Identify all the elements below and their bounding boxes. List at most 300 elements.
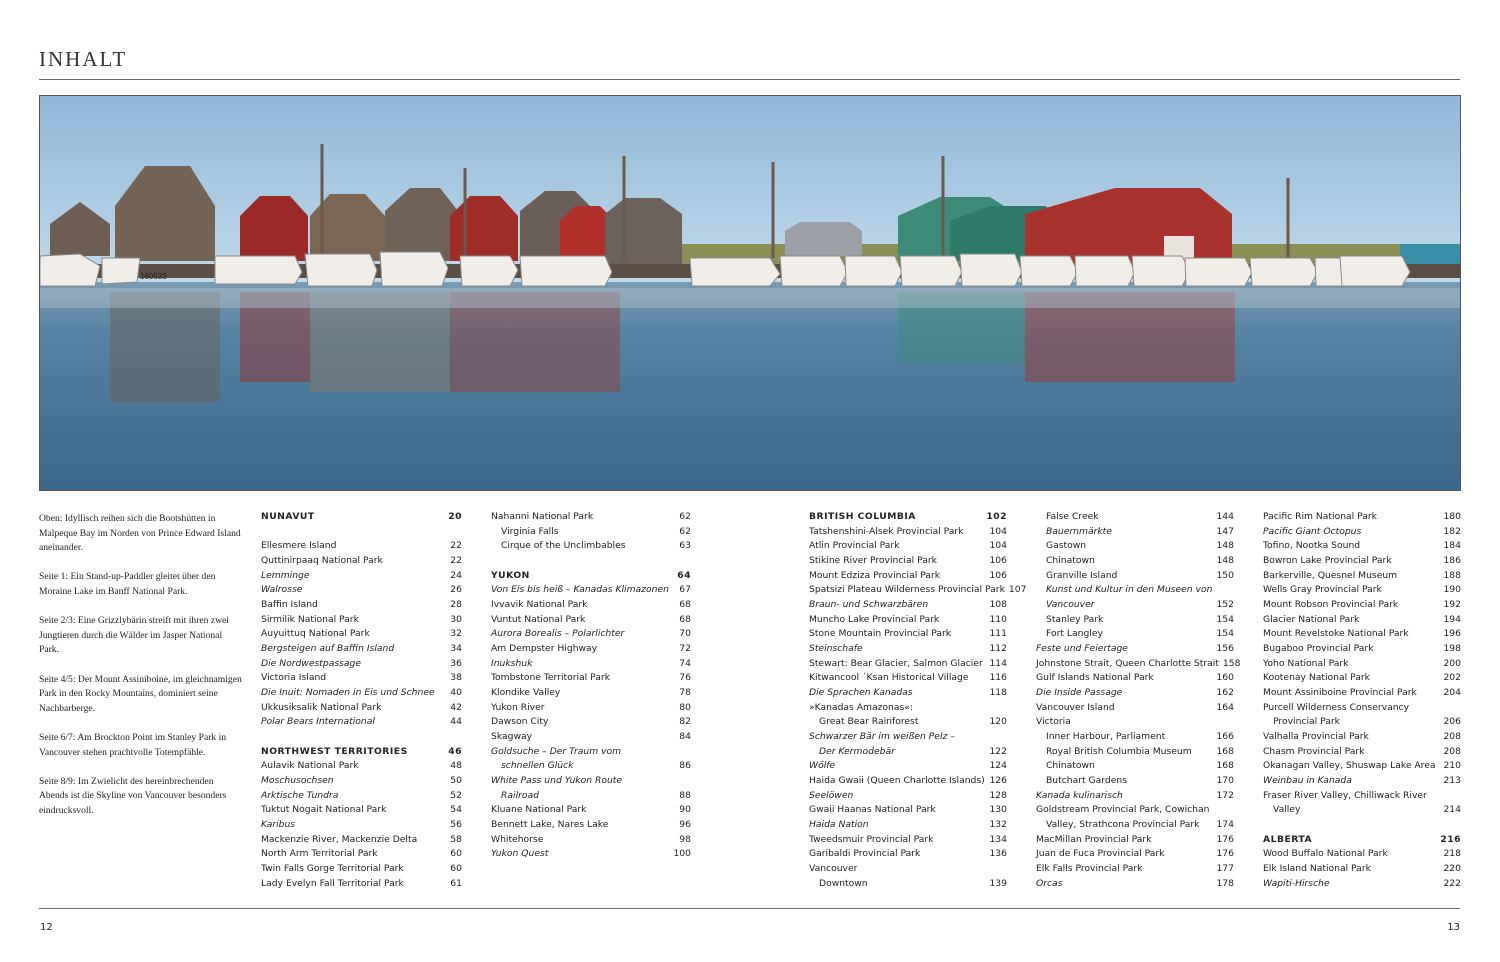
toc-entry-page: 176	[1216, 833, 1234, 845]
toc-entry	[809, 583, 1027, 598]
toc-entry-title: Pacific Rim National Park	[1263, 511, 1377, 522]
toc-entry	[261, 803, 462, 818]
caption-line: Seite 8/9: Im Zwielicht des hereinbrechenden Abends ist die Skyline von Vancouver besonders eindrucksvoll.	[39, 775, 227, 816]
toc-entry-page: 67	[679, 584, 691, 596]
toc-entry-title: North Arm Territorial Park	[261, 848, 378, 860]
toc-entry-page: 62	[679, 511, 691, 522]
toc-entry-title: Polar Bears International	[261, 716, 375, 728]
toc-entry-title: Purcell Wilderness Conservancy	[1263, 701, 1410, 713]
toc-entry-title: Mackenzie River, Mackenzie Delta	[261, 833, 418, 845]
toc-entry-page: 22	[450, 555, 462, 566]
toc-entry	[1263, 598, 1461, 613]
toc-entry-page: 61	[450, 877, 462, 889]
toc-entry-page: 24	[450, 569, 462, 581]
toc-entry-title: Die Inuit: Nomaden in Eis und Schnee	[261, 687, 435, 699]
toc-entry-title: Klondike Valley	[491, 687, 561, 699]
toc-entry-page: 82	[679, 716, 691, 728]
toc-entry-title: Die Inside Passage	[1036, 687, 1123, 699]
toc-entry-title: Weinbau in Kanada	[1263, 775, 1352, 787]
toc-entry-page: 96	[679, 819, 691, 831]
toc-entry-page: 180	[1443, 511, 1461, 522]
toc-entry	[261, 774, 462, 789]
toc-entry-title: Vuntut National Park	[491, 613, 586, 625]
toc-entry-title: Bowron Lake Provincial Park	[1263, 555, 1392, 567]
toc-entry	[1263, 539, 1461, 554]
toc-entry-page: 36	[450, 657, 462, 669]
toc-spacer	[261, 525, 462, 540]
toc-entry-page: 44	[450, 716, 462, 728]
toc-entry-page: 186	[1443, 555, 1461, 567]
toc-entry	[261, 671, 462, 686]
toc-entry-title: Inukshuk	[491, 657, 533, 669]
toc-entry-page: 148	[1216, 540, 1234, 552]
toc-entry-title: Ellesmere Island	[261, 540, 337, 552]
toc-entry	[491, 833, 691, 848]
toc-entry-title: Haida Nation	[809, 819, 869, 831]
toc-entry	[1263, 627, 1461, 642]
toc-entry-page: 196	[1443, 628, 1461, 640]
toc-entry-page: 124	[989, 760, 1007, 772]
toc-entry-page: 78	[679, 687, 691, 699]
toc-column-5	[1263, 510, 1461, 891]
toc-entry	[809, 862, 1007, 877]
toc-entry	[1036, 657, 1241, 672]
toc-spacer	[261, 730, 462, 745]
toc-entry	[261, 833, 462, 848]
toc-entry	[491, 730, 691, 745]
toc-entry-title: Karibus	[261, 819, 296, 831]
toc-entry	[491, 627, 691, 642]
toc-entry-title: Haida Gwaii (Queen Charlotte Islands)	[809, 775, 985, 787]
toc-entry-title: Downtown	[819, 877, 868, 889]
toc-entry-title: Mount Revelstoke National Park	[1263, 628, 1409, 640]
toc-entry-title: Schwarzer Bär im weißen Pelz –	[809, 731, 955, 743]
toc-entry-title: Mount Assiniboine Provincial Park	[1263, 687, 1417, 699]
toc-entry-title: Walrosse	[261, 584, 303, 596]
toc-entry-page: 194	[1443, 613, 1461, 625]
harbour-illustration	[40, 96, 1460, 490]
toc-entry	[809, 613, 1007, 628]
toc-entry-title: Dawson City	[491, 716, 549, 728]
toc-entry-title: Yukon River	[491, 701, 545, 713]
toc-entry-title: Tweedsmuir Provincial Park	[809, 833, 934, 845]
toc-entry-page: 128	[989, 789, 1007, 801]
toc-entry-page: 62	[679, 525, 691, 537]
toc-entry-title: Feste und Feiertage	[1036, 643, 1128, 655]
toc-entry-page: 177	[1216, 863, 1234, 875]
toc-entry	[809, 539, 1007, 554]
toc-section-heading	[809, 510, 1007, 525]
toc-entry-page: 122	[989, 745, 1007, 757]
toc-entry-page: 222	[1443, 877, 1461, 889]
toc-entry-title: Kitwancool ´Ksan Historical Village	[809, 672, 969, 684]
toc-entry-page: 190	[1443, 584, 1461, 596]
toc-spacer	[1263, 818, 1461, 833]
toc-entry-page: 130	[989, 804, 1007, 816]
toc-entry	[491, 803, 691, 818]
toc-entry-title: Tombstone Territorial Park	[491, 672, 611, 684]
toc-entry-title: Kluane National Park	[491, 804, 587, 816]
toc-entry	[261, 583, 462, 598]
toc-entry-title: ALBERTA	[1263, 833, 1313, 845]
toc-entry	[1036, 510, 1234, 525]
toc-entry-title: Virginia Falls	[501, 525, 559, 537]
toc-entry-title: Lemminge	[261, 569, 310, 581]
toc-entry	[261, 627, 462, 642]
toc-entry	[1263, 525, 1461, 540]
toc-entry-title: YUKON	[491, 569, 530, 581]
toc-entry-page: 76	[679, 672, 691, 684]
toc-entry-title: Ukkusiksalik National Park	[261, 701, 382, 713]
toc-entry-title: Bergsteigen auf Baffin Island	[261, 643, 395, 655]
toc-entry-page: 68	[679, 613, 691, 625]
toc-entry	[1263, 789, 1461, 804]
toc-entry-title: Stewart: Bear Glacier, Salmon Glacier	[809, 657, 983, 669]
toc-entry-page: 20	[448, 511, 462, 522]
toc-entry	[261, 701, 462, 716]
toc-entry-page: 166	[1216, 731, 1234, 743]
toc-section-heading	[1263, 833, 1461, 848]
toc-entry-title: Vancouver Island	[1036, 701, 1115, 713]
toc-entry-title: Aulavik National Park	[261, 760, 359, 772]
toc-entry	[1036, 671, 1234, 686]
toc-entry-page: 88	[679, 789, 691, 801]
toc-entry-page: 202	[1443, 672, 1461, 684]
toc-entry	[491, 818, 691, 833]
toc-entry-page: 84	[679, 731, 691, 743]
toc-entry-title: Spatsizi Plateau Wilderness Provincial Park	[809, 584, 1005, 596]
toc-entry	[1036, 539, 1234, 554]
toc-entry-title: Tatshenshini-Alsek Provincial Park	[809, 525, 964, 537]
toc-entry	[261, 569, 462, 584]
boat-number: 160533	[140, 272, 167, 281]
toc-entry-title: schnellen Glück	[501, 760, 574, 772]
toc-entry-title: Seelöwen	[809, 789, 854, 801]
toc-entry-title: Okanagan Valley, Shuswap Lake Area	[1263, 760, 1436, 772]
toc-entry	[491, 539, 691, 554]
toc-entry-page: 176	[1216, 848, 1234, 860]
toc-entry-page: 178	[1216, 877, 1234, 889]
toc-entry-page	[1003, 701, 1007, 716]
toc-entry	[1036, 862, 1234, 877]
toc-entry-page: 156	[1216, 643, 1234, 655]
toc-entry	[1036, 613, 1234, 628]
toc-entry-page: 154	[1216, 613, 1234, 625]
toc-entry-page: 40	[450, 687, 462, 699]
toc-entry-title: Yoho National Park	[1263, 657, 1349, 669]
toc-entry-title: Valhalla Provincial Park	[1263, 731, 1369, 743]
toc-entry	[491, 657, 691, 672]
toc-entry-page: 216	[1440, 833, 1461, 845]
toc-entry	[809, 701, 1007, 716]
caption-line: Seite 1: Ein Stand-up-Paddler gleitet über den Moraine Lake im Banff National Park.	[39, 571, 216, 597]
toc-entry	[261, 554, 462, 569]
toc-entry	[809, 833, 1007, 848]
toc-entry	[261, 877, 462, 892]
toc-entry	[809, 686, 1007, 701]
toc-entry-title: Fraser River Valley, Chilliwack River	[1263, 789, 1427, 801]
toc-entry-title: Vancouver	[809, 863, 858, 875]
toc-entry-page: 126	[989, 775, 1007, 787]
toc-entry	[1036, 598, 1234, 613]
toc-entry	[1263, 671, 1461, 686]
toc-entry-page	[1457, 789, 1461, 804]
toc-entry-title: Sirmilik National Park	[261, 613, 359, 625]
toc-entry-title: Steinschafe	[809, 643, 863, 655]
toc-entry-page: 152	[1216, 599, 1234, 611]
toc-entry-page: 58	[450, 833, 462, 845]
toc-entry	[491, 759, 691, 774]
toc-entry-page: 139	[989, 877, 1007, 889]
toc-entry	[809, 642, 1007, 657]
toc-entry-title: NUNAVUT	[261, 511, 315, 522]
toc-entry	[1263, 554, 1461, 569]
toc-entry-page: 162	[1216, 687, 1234, 699]
toc-entry-page: 111	[989, 628, 1007, 640]
toc-entry-title: Wölfe	[809, 760, 836, 772]
toc-entry-title: Juan de Fuca Provincial Park	[1036, 848, 1165, 860]
toc-entry-page: 188	[1443, 569, 1461, 581]
toc-entry	[1036, 686, 1234, 701]
toc-spacer	[491, 554, 691, 569]
toc-entry	[1263, 745, 1461, 760]
toc-entry-page: 208	[1443, 731, 1461, 743]
toc-entry-title: Wells Gray Provincial Park	[1263, 584, 1382, 596]
toc-entry-title: Pacific Giant Octopus	[1263, 525, 1362, 537]
toc-entry	[809, 627, 1007, 642]
toc-entry	[1036, 701, 1234, 716]
toc-section-heading	[261, 745, 462, 760]
toc-entry	[809, 803, 1007, 818]
toc-entry	[1263, 774, 1461, 789]
toc-entry-title: Von Eis bis heiß – Kanadas Klimazonen	[491, 584, 669, 596]
toc-entry-title: Kanada kulinarisch	[1036, 789, 1123, 801]
toc-entry-page: 168	[1216, 760, 1234, 772]
toc-entry-page: 46	[448, 745, 462, 757]
toc-entry	[1036, 554, 1234, 569]
toc-entry-page: 63	[679, 540, 691, 552]
toc-entry-title: Kootenay National Park	[1263, 672, 1370, 684]
toc-entry-page	[1457, 701, 1461, 716]
toc-entry	[1036, 627, 1234, 642]
toc-entry-title: Tuktut Nogait National Park	[261, 804, 387, 816]
toc-entry-page: 70	[679, 628, 691, 640]
page-number-left: 12	[40, 922, 53, 933]
toc-entry-title: Chinatown	[1046, 760, 1095, 772]
toc-entry-page: 134	[989, 833, 1007, 845]
toc-entry-page: 154	[1216, 628, 1234, 640]
toc-entry-page: 144	[1216, 511, 1234, 522]
toc-entry	[1263, 583, 1461, 598]
toc-entry-title: Am Dempster Highway	[491, 643, 598, 655]
toc-entry-title: Twin Falls Gorge Territorial Park	[261, 863, 404, 875]
toc-entry	[261, 715, 462, 730]
toc-entry-title: Nahanni National Park	[491, 511, 594, 522]
toc-entry	[809, 525, 1007, 540]
toc-entry	[1036, 774, 1234, 789]
toc-entry-title: Chinatown	[1046, 555, 1095, 567]
toc-entry-title: Elk Island National Park	[1263, 863, 1371, 875]
toc-entry-title: Lady Evelyn Fall Territorial Park	[261, 877, 404, 889]
toc-entry-page: 206	[1443, 716, 1461, 728]
toc-entry-title: Victoria Island	[261, 672, 327, 684]
toc-entry	[1036, 730, 1234, 745]
toc-entry	[1263, 847, 1461, 862]
toc-entry-page: 182	[1443, 525, 1461, 537]
toc-entry-page: 28	[450, 599, 462, 611]
caption-line: Seite 4/5: Der Mount Assiniboine, im gleichnamigen Park in den Rocky Mountains, dominiert seine Nachbarberge.	[39, 673, 242, 714]
toc-entry-title: Inner Harbour, Parliament	[1046, 731, 1166, 743]
toc-entry-page: 52	[450, 789, 462, 801]
toc-entry-title: Butchart Gardens	[1046, 775, 1127, 787]
toc-entry	[261, 642, 462, 657]
toc-entry-page: 172	[1216, 789, 1234, 801]
toc-entry-page: 100	[673, 848, 691, 860]
toc-entry	[261, 686, 462, 701]
toc-entry-page: 116	[989, 672, 1007, 684]
toc-entry-page: 104	[989, 540, 1007, 552]
toc-entry-page: 104	[989, 525, 1007, 537]
toc-entry-page: 118	[989, 687, 1007, 699]
toc-entry-page: 168	[1216, 745, 1234, 757]
toc-entry-title: Victoria	[1036, 716, 1071, 728]
toc-entry-page: 80	[679, 701, 691, 713]
toc-entry	[491, 789, 691, 804]
toc-entry-page: 132	[989, 819, 1007, 831]
toc-entry	[491, 671, 691, 686]
toc-entry-title: Provincial Park	[1273, 716, 1340, 728]
bottom-rule	[39, 908, 1460, 909]
toc-entry	[491, 774, 691, 789]
harbour-photo	[39, 95, 1461, 491]
toc-entry	[261, 789, 462, 804]
toc-entry-page: 34	[450, 643, 462, 655]
toc-entry-page: 60	[450, 863, 462, 875]
toc-entry-title: Mount Robson Provincial Park	[1263, 599, 1399, 611]
toc-entry-title: False Creek	[1046, 511, 1099, 522]
toc-entry-page: 164	[1216, 701, 1234, 713]
toc-entry-page: 54	[450, 804, 462, 816]
toc-entry-title: Gastown	[1046, 540, 1087, 552]
toc-entry	[1036, 818, 1234, 833]
toc-entry-page: 22	[450, 540, 462, 552]
toc-entry-title: Cirque of the Unclimbables	[501, 540, 626, 552]
toc-entry-page: 60	[450, 848, 462, 860]
toc-entry	[809, 671, 1007, 686]
toc-entry	[261, 598, 462, 613]
toc-entry-page: 56	[450, 819, 462, 831]
toc-entry	[809, 774, 1007, 789]
toc-entry	[491, 510, 691, 525]
toc-entry	[1263, 862, 1461, 877]
toc-entry	[261, 657, 462, 672]
toc-entry-title: Goldstream Provincial Park, Cowichan	[1036, 804, 1210, 816]
toc-entry	[809, 569, 1007, 584]
toc-entry-title: Bauernmärkte	[1046, 525, 1112, 537]
toc-entry-page: 210	[1443, 760, 1461, 772]
toc-entry-title: Tofino, Nootka Sound	[1263, 540, 1361, 552]
toc-entry	[1263, 701, 1461, 716]
toc-entry-title: »Kanadas Amazonas«:	[809, 701, 914, 713]
toc-entry	[1036, 803, 1234, 818]
toc-entry-title: Aurora Borealis – Polarlichter	[491, 628, 625, 640]
toc-entry	[491, 745, 691, 760]
toc-entry	[491, 701, 691, 716]
toc-entry-title: Royal British Columbia Museum	[1046, 745, 1192, 757]
toc-entry	[809, 877, 1007, 892]
toc-entry-page: 198	[1443, 643, 1461, 655]
toc-entry-page: 170	[1216, 775, 1234, 787]
toc-entry	[261, 613, 462, 628]
toc-entry	[809, 657, 1007, 672]
toc-entry-page: 160	[1216, 672, 1234, 684]
toc-entry-page: 90	[679, 804, 691, 816]
toc-column-1	[261, 510, 462, 891]
toc-entry-title: Yukon Quest	[491, 848, 549, 860]
toc-entry-title: Whitehorse	[491, 833, 544, 845]
toc-entry	[491, 583, 691, 598]
toc-entry-title: Muncho Lake Provincial Park	[809, 613, 940, 625]
toc-entry	[1263, 730, 1461, 745]
toc-entry	[809, 598, 1007, 613]
toc-column-3	[809, 510, 1027, 891]
toc-entry-title: Wapiti-Hirsche	[1263, 877, 1330, 889]
toc-entry	[1036, 642, 1234, 657]
toc-entry-page: 192	[1443, 599, 1461, 611]
toc-entry	[809, 745, 1007, 760]
toc-entry-page: 220	[1443, 863, 1461, 875]
page-heading: INHALT	[39, 47, 128, 71]
toc-entry-title: Ivvavik National Park	[491, 599, 588, 611]
toc-entry-title: Garibaldi Provincial Park	[809, 848, 921, 860]
toc-entry-title: Mount Edziza Provincial Park	[809, 569, 941, 581]
toc-entry-title: Wood Buffalo National Park	[1263, 848, 1388, 860]
toc-entry	[491, 613, 691, 628]
toc-entry-title: Bugaboo Provincial Park	[1263, 643, 1374, 655]
toc-entry-title: Atlin Provincial Park	[809, 540, 900, 552]
toc-entry-page: 218	[1443, 848, 1461, 860]
toc-entry-title: Quttinirpaaq National Park	[261, 555, 383, 566]
toc-entry-page: 174	[1216, 819, 1234, 831]
toc-entry-page: 150	[1216, 569, 1234, 581]
toc-entry	[1036, 745, 1234, 760]
toc-entry-title: Chasm Provincial Park	[1263, 745, 1365, 757]
toc-entry	[1263, 803, 1461, 818]
toc-entry-title: Glacier National Park	[1263, 613, 1360, 625]
toc-entry-title: Kunst und Kultur in den Museen von	[1046, 584, 1213, 596]
toc-entry	[809, 789, 1007, 804]
toc-entry	[809, 730, 1007, 745]
toc-entry-title: Barkerville, Quesnel Museum	[1263, 569, 1398, 581]
toc-entry-page: 86	[679, 760, 691, 772]
toc-entry-page: 214	[1443, 804, 1461, 816]
toc-entry-title: Braun- und Schwarzbären	[809, 599, 929, 611]
toc-entry	[1263, 642, 1461, 657]
toc-entry-page: 48	[450, 760, 462, 772]
toc-entry-page	[687, 745, 691, 760]
toc-entry-page: 32	[450, 628, 462, 640]
toc-entry	[491, 847, 691, 862]
toc-entry-title: Great Bear Rainforest	[819, 716, 919, 728]
toc-entry	[1263, 686, 1461, 701]
toc-entry	[491, 642, 691, 657]
toc-entry-page: 200	[1443, 657, 1461, 669]
caption-line: Seite 6/7: Am Brockton Point im Stanley Park in Vancouver stehen prachtvolle Totempfähle.	[39, 731, 227, 758]
toc-entry-page: 72	[679, 643, 691, 655]
toc-entry-page	[1230, 715, 1234, 730]
toc-entry-title: Bennett Lake, Nares Lake	[491, 819, 609, 831]
toc-entry-page	[1230, 803, 1234, 818]
